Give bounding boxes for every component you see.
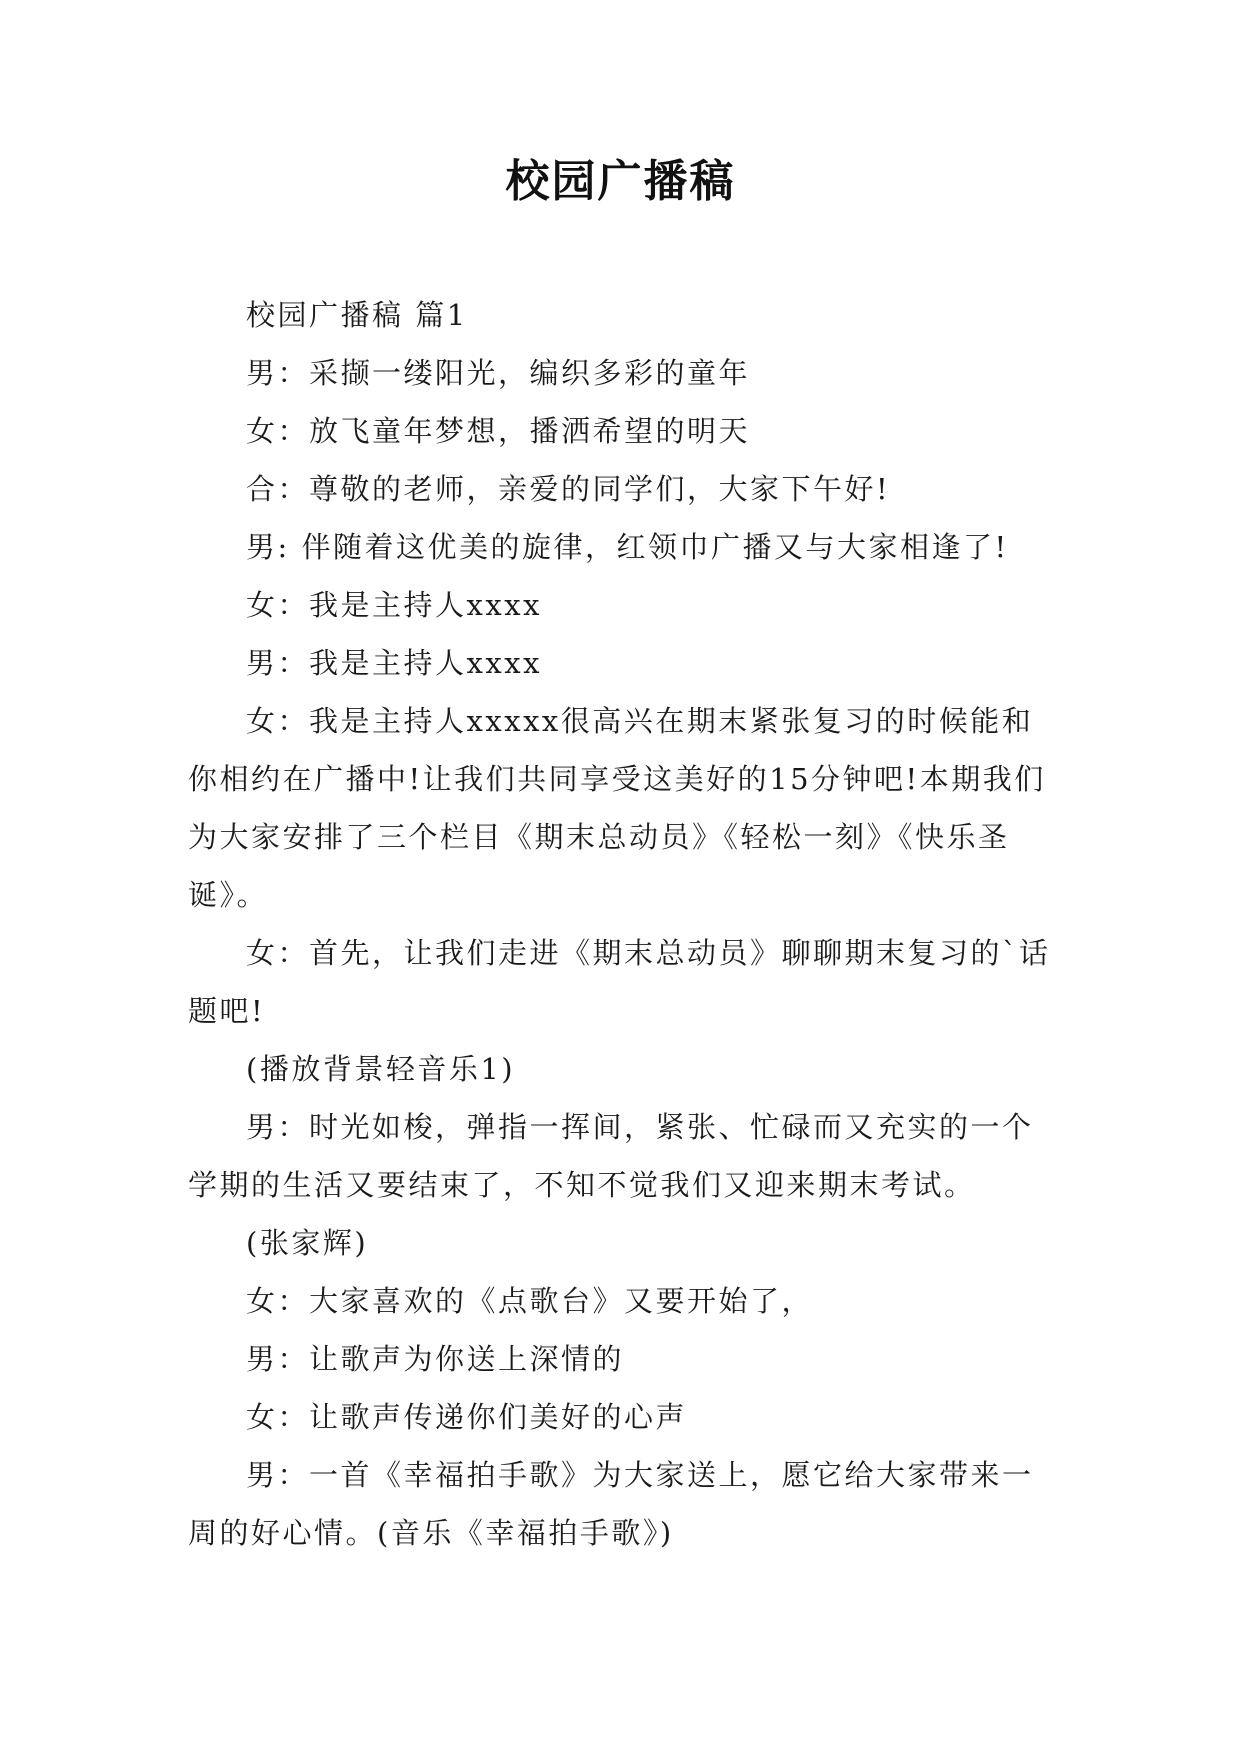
paragraph: (播放背景轻音乐1)	[246, 1052, 516, 1086]
paragraph: 男：让歌声为你送上深情的	[246, 1342, 625, 1376]
paragraph: 男: 伴随着这优美的旋律，红领巾广播又与大家相逢了!	[246, 530, 1009, 564]
paragraph: 合：尊敬的老师，亲爱的同学们，大家下午好!	[246, 472, 891, 506]
paragraph-section-heading: 校园广播稿 篇1	[246, 298, 468, 332]
paragraph: (张家辉)	[246, 1226, 369, 1260]
paragraph: 女：放飞童年梦想，播洒希望的明天	[246, 414, 751, 448]
paragraph: 女：首先，让我们走进《期末总动员》聊聊期末复习的`话题吧!	[188, 936, 1051, 1028]
paragraph: 男：我是主持人xxxx	[246, 646, 542, 680]
paragraph: 男：采撷一缕阳光，编织多彩的童年	[246, 356, 751, 390]
paragraph: 女：让歌声传递你们美好的心声	[246, 1400, 688, 1434]
paragraph: 女：我是主持人xxxx	[246, 588, 542, 622]
paragraph: 男：时光如梭，弹指一挥间，紧张、忙碌而又充实的一个学期的生活又要结束了，不知不觉我们又迎来期末考试。	[188, 1110, 1034, 1202]
document-title: 校园广播稿	[505, 156, 736, 207]
paragraph: 女：大家喜欢的《点歌台》又要开始了，	[246, 1284, 814, 1318]
paragraph: 男：一首《幸福拍手歌》为大家送上，愿它给大家带来一周的好心情。(音乐《幸福拍手歌》)	[188, 1458, 1034, 1550]
paragraph: 女：我是主持人xxxxx很高兴在期末紧张复习的时候能和你相约在广播中!让我们共同享受这美好的15分钟吧!本期我们为大家安排了三个栏目《期末总动员》《轻松一刻》《快乐圣诞》。	[188, 704, 1046, 912]
document-body	[188, 286, 1058, 1562]
